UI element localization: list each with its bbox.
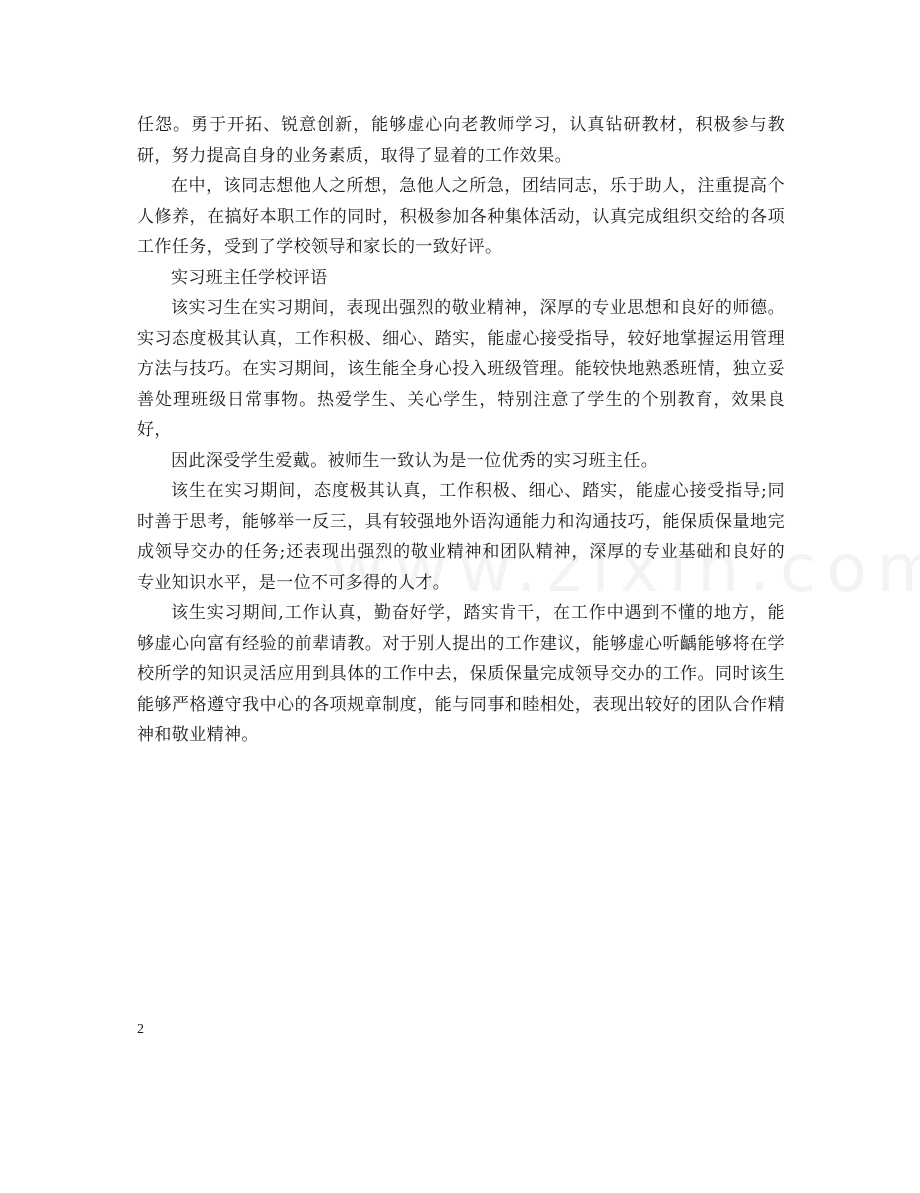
paragraph: 因此深受学生爱戴。被师生一致认为是一位优秀的实习班主任。 [171, 450, 659, 471]
paragraph: 该实习生在实习期间，表现出强烈的敬业精神，深厚的专业思想和良好的师德。实习态度极其认真，工作积极、细心、踏实，能虚心接受指导，较好地掌握运用管理方法与技巧。在实习期间，该生能全身心投入班级管理。能较快地熟悉班情，独立妥善处理班级日常事物。热爱学生、关心学生，特别注意了学生的个别教育，效果良好， [137, 298, 785, 440]
paragraph: 该生实习期间,工作认真，勤奋好学，踏实肯干，在工作中遇到不懂的地方，能够虚心向富有经验的前辈请教。对于别人提出的工作建议，能够虚心听齲能够将在学校所学的知识灵活应用到具体的工作中去，保质保量完成领导交办的工作。同时该生能够严格遵守我中心的各项规章制度，能与同事和睦相处，表现出较好的团队合作精神和敬业精神。 [137, 603, 785, 745]
paragraph-continued: 任怨。勇于开拓、锐意创新，能够虚心向老教师学习，认真钻研教材，积极参与教研，努力提高自身的业务素质，取得了显着的工作效果。 [137, 115, 785, 166]
paragraph: 该生在实习期间，态度极其认真，工作积极、细心、踏实，能虚心接受指导;同时善于思考，能够举一反三，具有较强地外语沟通能力和沟通技巧，能保质保量地完成领导交办的任务;还表现出强烈的敬业精神和团队精神，深厚的专业基础和良好的专业知识水平，是一位不可多得的人才。 [137, 481, 785, 593]
section-heading: 实习班主任学校评语 [171, 267, 328, 288]
page-body [137, 110, 785, 751]
page-number: 2 [137, 1022, 144, 1037]
paragraph: 在中，该同志想他人之所想，急他人之所急，团结同志，乐于助人，注重提高个人修养，在搞好本职工作的同时，积极参加各种集体活动，认真完成组织交给的各项工作任务，受到了学校领导和家长的一致好评。 [137, 176, 785, 257]
